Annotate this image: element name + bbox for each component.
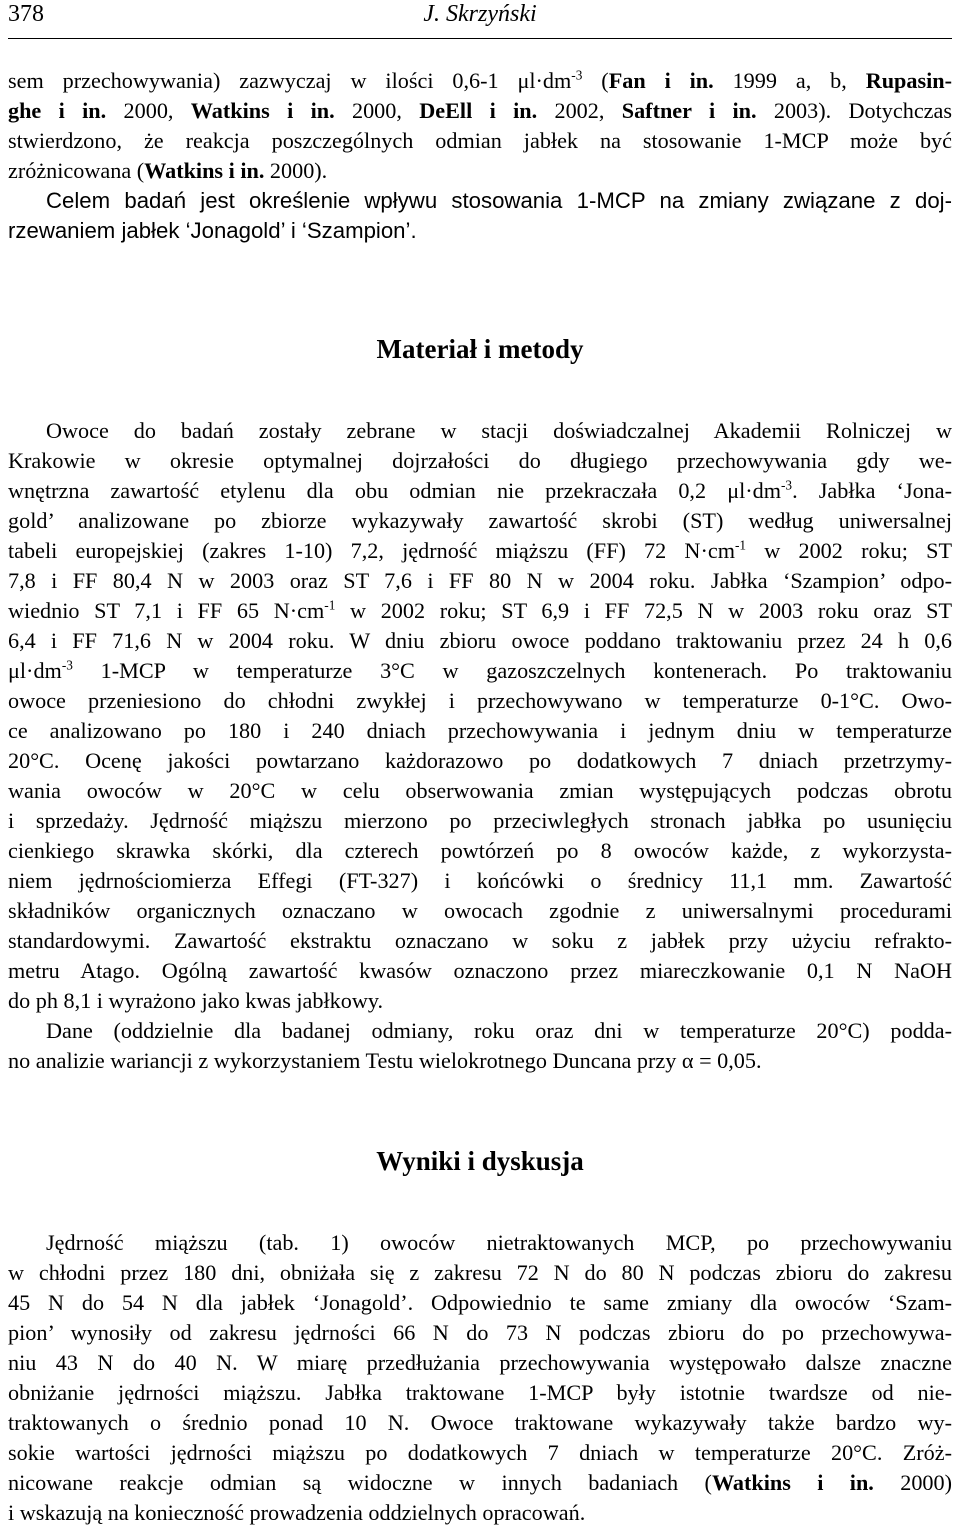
text-line: Dane (oddzielnie dla badanej odmiany, roku oraz dni w temperaturze 20°C) podda- [46, 1018, 952, 1043]
text-line: rzewaniem jabłek ‘Jonagold’ i ‘Szampion’. [8, 218, 417, 243]
section-heading-results: Wyniki i dyskusja [376, 1146, 584, 1176]
text-line: ghe i in. 2000, Watkins i in. 2000, DeEll i in. 2002, Saftner i in. 2003). Dotychczas [8, 98, 952, 123]
text-line: w chłodni przez 180 dni, obniżała się z zakresu 72 N do 80 N podczas zbioru do zakresu [8, 1260, 952, 1285]
materials-paragraph [8, 416, 952, 1076]
text-line: standardowymi. Zawartość ekstraktu oznaczano w soku z jabłek przy użyciu refrakto- [8, 928, 952, 953]
page-header [8, 0, 952, 39]
text-line: składników organicznych oznaczano w owocach zgodnie z uniwersalnymi procedurami [8, 898, 952, 923]
text-line: no analizie wariancji z wykorzystaniem Testu wielokrotnego Duncana przy α = 0,05. [8, 1048, 762, 1073]
text-line: 6,4 i FF 71,6 N w 2004 roku. W dniu zbioru owoce poddano traktowaniu przez 24 h 0,6 [8, 628, 952, 653]
text-line: 7,8 i FF 80,4 N w 2003 oraz ST 7,6 i FF 80 N w 2004 roku. Jabłka ‘Szampion’ odpo- [8, 568, 952, 593]
text-line: owoce przeniesiono do chłodni zwykłej i przechowywano w temperaturze 0-1°C. Owo- [8, 688, 952, 713]
text-line: niu 43 N do 40 N. W miarę przedłużania przechowywania występowało dalsze znaczne [8, 1350, 952, 1375]
results-paragraph [8, 1228, 952, 1528]
text-line: wiednio ST 7,1 i FF 65 $N\cdot cm^{-1}$ w 2002 roku; ST 6,9 i FF 72,5 N w 2003 roku oraz ST [8, 597, 952, 623]
section-heading-materials: Materiał i metody [376, 334, 584, 364]
text-line: ce analizowano po 180 i 240 dniach przechowywania i jednym dniu w temperaturze [8, 718, 952, 743]
text-line: sokie wartości jędrności miąższu po dodatkowych 7 dniach w temperaturze 20°C. Zróż- [8, 1440, 952, 1465]
text-line: Celem badań jest określenie wpływu stosowania 1-MCP na zmiany związane z doj- [46, 188, 952, 213]
running-title: J. Skrzyński [423, 1, 537, 27]
text-line: sem przechowywania) zazwyczaj w ilości 0,6-1 $\mu l\cdot dm^{-3}$ (Fan i in. 1999 a, b, Rupasin- [8, 67, 952, 93]
text-line: wania owoców w 20°C w celu obserwowania zmian występujących podczas obrotu [8, 778, 952, 803]
text-line: i wskazują na konieczność prowadzenia oddzielnych opracowań. [8, 1500, 586, 1525]
text-line: traktowanych o średnio ponad 10 N. Owoce traktowane wykazywały także bardzo wy- [8, 1410, 952, 1435]
text-line: wnętrzna zawartość etylenu dla obu odmian nie przekraczała 0,2 $\mu l\cdot dm^{-3}$. Jabłka ‘Jona- [8, 477, 952, 503]
text-line: do ph 8,1 i wyrażono jako kwas jabłkowy. [8, 988, 384, 1013]
text-line: tabeli europejskiej (zakres 1-10) 7,2, jędrność miąższu (FF) 72 $N\cdot cm^{-1}$ w 2002 roku; ST [8, 537, 952, 563]
page-number: 378 [8, 1, 44, 27]
text-line: niem jędrnościomierza Effegi (FT-327) i końcówki o średnicy 11,1 mm. Zawartość [8, 868, 952, 893]
text-line: i sprzedaży. Jędrność miąższu mierzono po przeciwległych stronach jabłka po usunięciu [8, 808, 952, 833]
text-line: Jędrność miąższu (tab. 1) owoców nietraktowanych MCP, po przechowywaniu [46, 1230, 952, 1255]
text-line: Owoce do badań zostały zebrane w stacji doświadczalnej Akademii Rolniczej w [46, 418, 952, 443]
text-line: zróżnicowana (Watkins i in. 2000). [8, 158, 328, 183]
text-line: Krakowie w okresie optymalnej dojrzałości do długiego przechowywania gdy we- [8, 448, 952, 473]
text-line: obniżanie jędrności miąższu. Jabłka traktowane 1-MCP były istotnie twardsze od nie- [8, 1380, 952, 1405]
text-line: pion’ wynosiły od zakresu jędrności 66 N do 73 N podczas zbioru do po przechowywa- [8, 1320, 952, 1345]
text-line: 20°C. Ocenę jakości powtarzano każdorazowo po dodatkowych 7 dniach przetrzymy- [8, 748, 952, 773]
text-line: $\mu l\cdot dm^{-3}$ 1-MCP w temperaturze 3°C w gazoszczelnych kontenerach. Po traktowaniu [8, 657, 952, 683]
text-line: 45 N do 54 N dla jabłek ‘Jonagold’. Odpowiednio te same zmiany dla owoców ‘Szam- [8, 1290, 952, 1315]
text-line: cienkiego skrawka skórki, dla czterech powtórzeń po 8 owoców każde, z wykorzysta- [8, 838, 952, 863]
intro-paragraph [8, 66, 952, 246]
text-line: gold’ analizowane po zbiorze wykazywały zawartość skrobi (ST) według uniwersalnej [8, 508, 952, 533]
text-line: nicowane reakcje odmian są widoczne w innych badaniach (Watkins i in. 2000) [8, 1470, 952, 1495]
text-line: metru Atago. Ogólną zawartość kwasów oznaczono przez miareczkowanie 0,1 N NaOH [8, 958, 952, 983]
text-line: stwierdzono, że reakcja poszczególnych odmian jabłek na stosowanie 1-MCP może być [8, 128, 952, 153]
